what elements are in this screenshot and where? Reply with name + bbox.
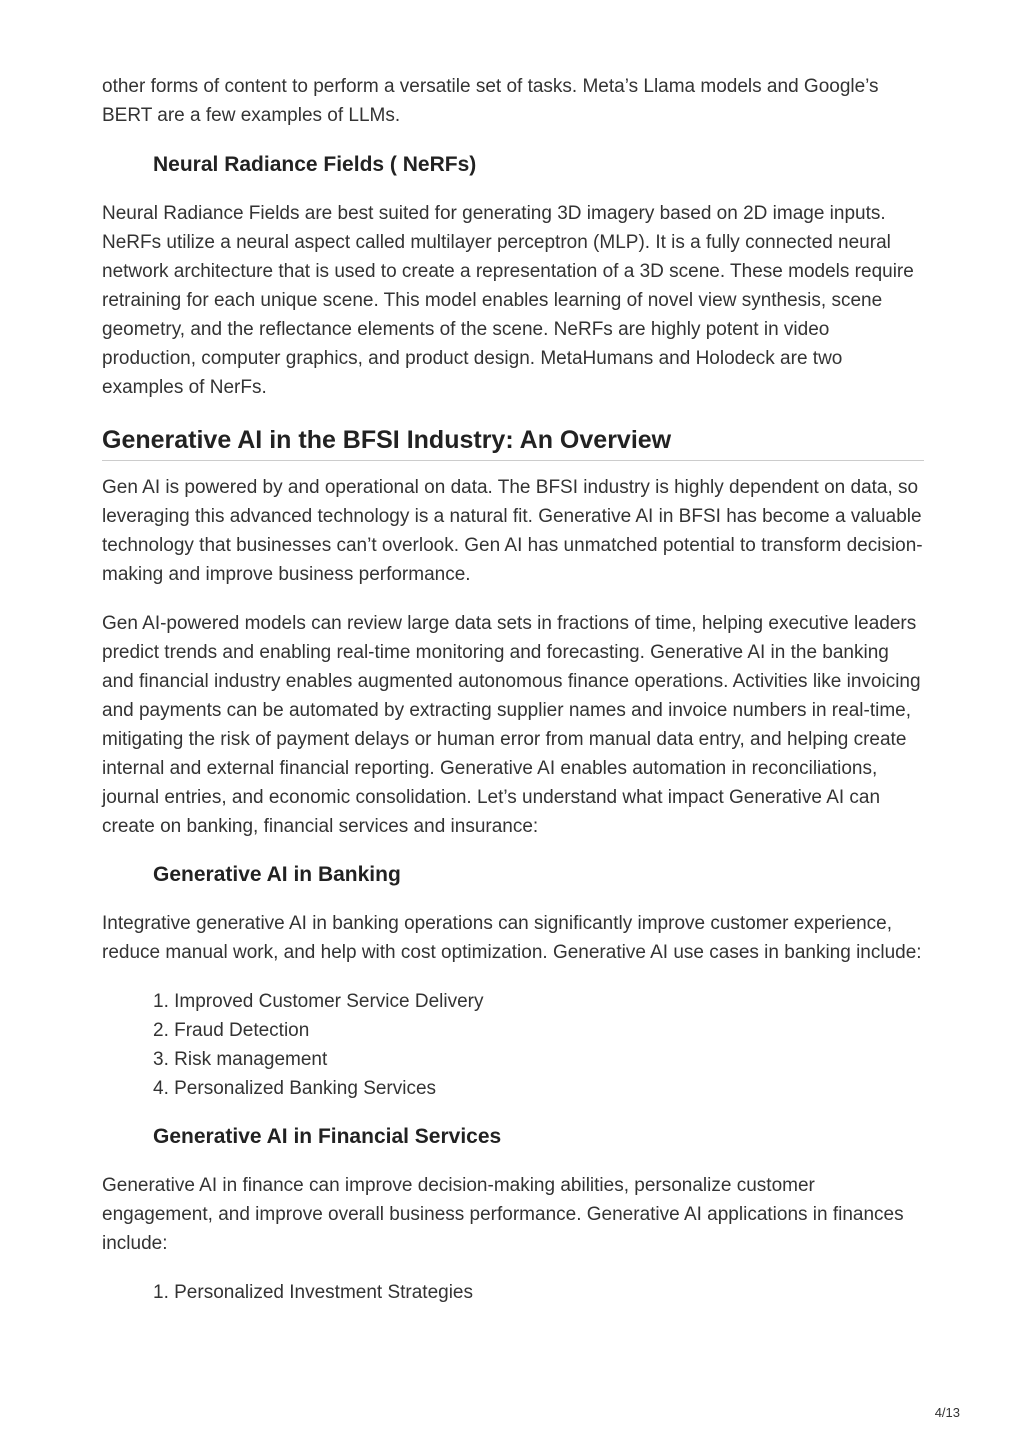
financial-services-heading: Generative AI in Financial Services (153, 1125, 502, 1148)
overview-paragraph-2: Gen AI-powered models can review large data sets in fractions of time, helping executive leaders predict trends and enabling real-time monitoring and forecasting. Generative AI in the banking and financial industry enables augmented autonomous finance operations. Activities like invoicing and payments can be automated by extracting supplier names and invoice numbers in real-time, mitigating the risk of payment delays or human error from manual data entry, and helping create internal and external financial reporting. Generative AI enables automation in reconciliations, journal entries, and economic consolidation. Let’s understand what impact Generative AI can create on banking, financial services and insurance: (102, 613, 921, 837)
nerf-paragraph: Neural Radiance Fields are best suited for generating 3D imagery based on 2D image inputs. NeRFs utilize a neural aspect called multilayer perceptron (MLP). It is a fully connected neural network architecture that is used to create a representation of a 3D scene. These models require retraining for each unique scene. This model enables learning of novel view synthesis, scene geometry, and the reflectance elements of the scene. NeRFs are highly potent in video production, computer graphics, and product design. MetaHumans and Holodeck are two examples of NerFs. (102, 203, 914, 398)
banking-paragraph: Integrative generative AI in banking operations can significantly improve customer experience, reduce manual work, and help with cost optimization. Generative AI use cases in banking include: (102, 913, 922, 963)
document-page (102, 72, 924, 1327)
intro-paragraph: other forms of content to perform a versatile set of tasks. Meta’s Llama models and Google’s BERT are a few examples of LLMs. (102, 76, 879, 126)
list-item: 1. Personalized Investment Strategies (153, 1282, 474, 1303)
financial-services-list (102, 1278, 924, 1307)
page-number: 4/13 (934, 1405, 960, 1420)
list-item: 4. Personalized Banking Services (153, 1078, 437, 1099)
nerf-heading: Neural Radiance Fields ( NeRFs) (153, 153, 477, 176)
banking-use-case-list (102, 987, 924, 1103)
financial-services-paragraph: Generative AI in finance can improve decision-making abilities, personalize customer engagement, and improve overall business performance. Generative AI applications in finances include: (102, 1175, 904, 1254)
list-item: 1. Improved Customer Service Delivery (153, 991, 484, 1012)
list-item: 2. Fraud Detection (153, 1020, 310, 1041)
banking-heading: Generative AI in Banking (153, 863, 401, 886)
overview-paragraph-1: Gen AI is powered by and operational on data. The BFSI industry is highly dependent on data, so leveraging this advanced technology is a natural fit. Generative AI in BFSI has become a valuable technology that businesses can’t overlook. Gen AI has unmatched potential to transform decision-making and improve business performance. (102, 477, 923, 585)
list-item: 3. Risk management (153, 1049, 328, 1070)
overview-heading: Generative AI in the BFSI Industry: An Overview (102, 422, 924, 461)
